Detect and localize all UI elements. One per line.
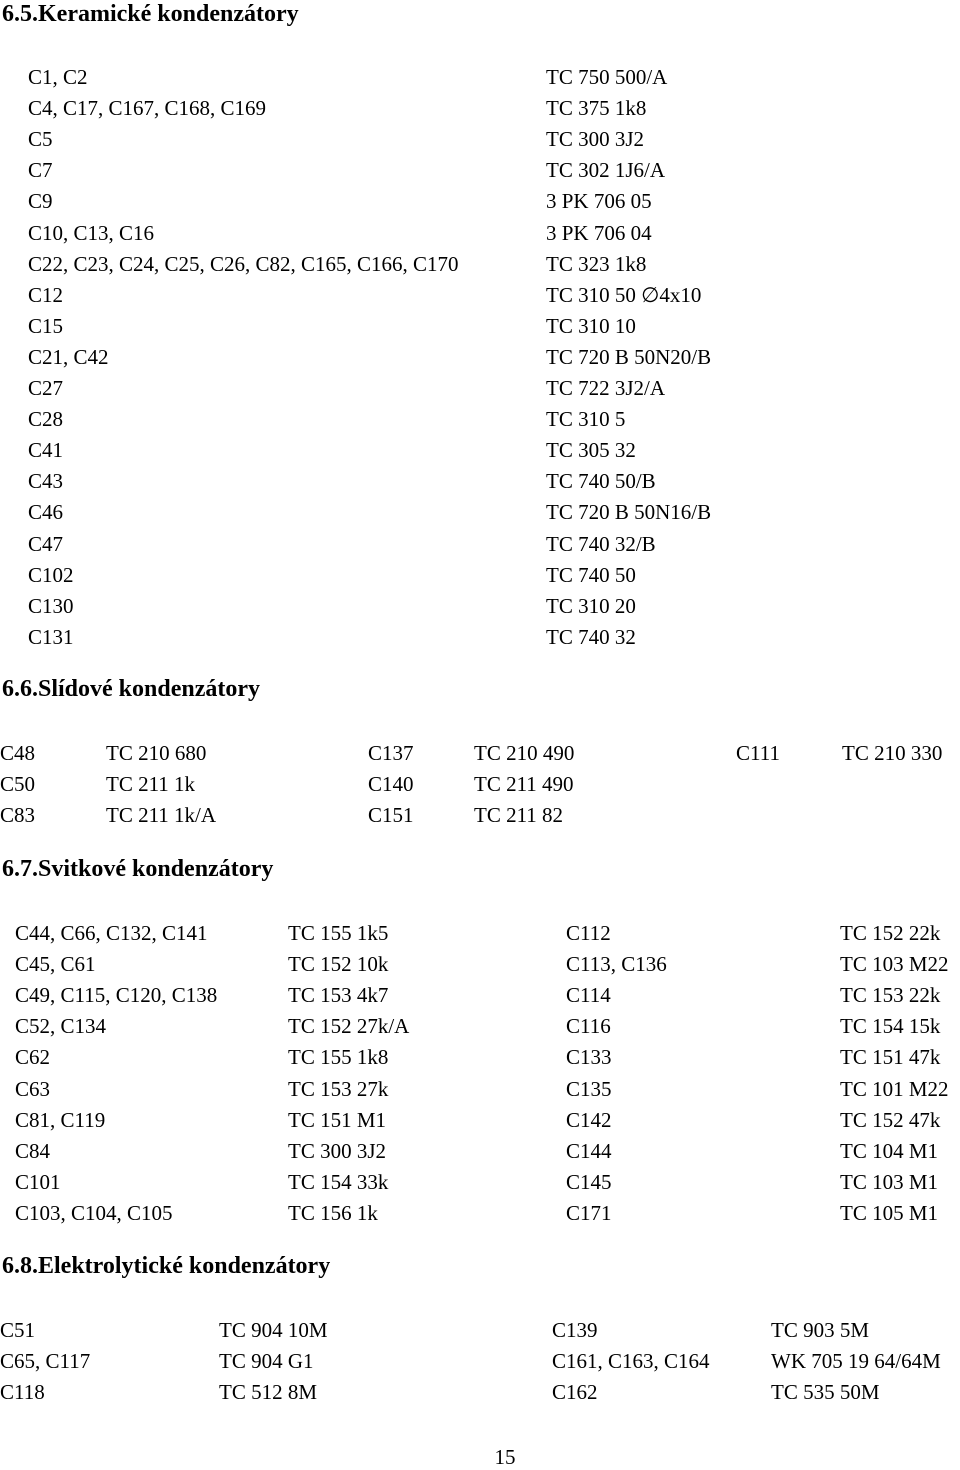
part-number: 3 PK 706 04 [546,221,652,245]
part-number: TC 722 3J2/A [546,376,666,400]
part-number: TC 211 82 [474,803,564,827]
part-number: TC 155 1k8 [288,1045,389,1069]
component-ref: C161, C163, C164 [552,1349,710,1373]
part-number: TC 156 1k [288,1201,378,1225]
component-ref: C4, C17, C167, C168, C169 [28,96,267,120]
component-ref: C22, C23, C24, C25, C26, C82, C165, C166, C170 [28,252,459,276]
component-ref: C135 [566,1077,612,1101]
part-number: TC 151 M1 [288,1108,387,1132]
part-number: TC 210 490 [474,741,575,765]
part-number: TC 903 5M [771,1318,870,1342]
component-ref: C5 [28,127,53,151]
component-ref: C7 [28,158,53,182]
component-ref: C113, C136 [566,952,667,976]
part-number: TC 211 490 [474,772,574,796]
part-number: TC 104 M1 [840,1139,939,1163]
part-number: TC 740 50/B [546,469,656,493]
part-number: TC 152 22k [840,921,941,945]
component-ref: C43 [28,469,64,493]
part-number: TC 103 M22 [840,952,949,976]
part-number: TC 211 1k [106,772,196,796]
component-ref: C114 [566,983,611,1007]
part-number: TC 300 3J2 [288,1139,387,1163]
part-number: TC 904 G1 [219,1349,314,1373]
component-ref: C48 [0,741,36,765]
component-ref: C46 [28,500,64,524]
component-ref: C50 [0,772,36,796]
component-ref: C133 [566,1045,612,1069]
part-number: TC 310 10 [546,314,636,338]
part-number: TC 305 32 [546,438,636,462]
component-ref: C47 [28,532,64,556]
component-ref: C51 [0,1318,36,1342]
component-ref: C111 [736,741,780,765]
part-number: TC 323 1k8 [546,252,647,276]
part-number: TC 101 M22 [840,1077,949,1101]
component-ref: C41 [28,438,64,462]
component-ref: C81, C119 [15,1108,106,1132]
component-ref: C52, C134 [15,1014,107,1038]
part-number: TC 310 50 ∅4x10 [546,283,702,307]
page-number: 15 [494,1445,516,1469]
electrolytic-heading: 6.8.Elektrolytické kondenzátory [2,1253,331,1279]
part-number: TC 904 10M [219,1318,328,1342]
part-number: TC 740 32 [546,625,636,649]
component-ref: C144 [566,1139,612,1163]
part-number: TC 152 27k/A [288,1014,410,1038]
part-number: TC 750 500/A [546,65,668,89]
component-ref: C65, C117 [0,1349,91,1373]
mica-heading: 6.6.Slídové kondenzátory [2,676,261,702]
part-number: TC 154 33k [288,1170,389,1194]
part-number: TC 151 47k [840,1045,941,1069]
part-number: TC 300 3J2 [546,127,645,151]
component-ref: C84 [15,1139,51,1163]
component-ref: C28 [28,407,64,431]
part-number: TC 152 47k [840,1108,941,1132]
component-ref: C12 [28,283,64,307]
part-number: TC 103 M1 [840,1170,939,1194]
component-ref: C103, C104, C105 [15,1201,173,1225]
part-number: TC 210 330 [842,741,943,765]
component-ref: C63 [15,1077,51,1101]
part-number: TC 154 15k [840,1014,941,1038]
component-ref: C140 [368,772,414,796]
component-ref: C45, C61 [15,952,96,976]
component-ref: C83 [0,803,36,827]
component-ref: C102 [28,563,74,587]
component-ref: C130 [28,594,74,618]
part-number: TC 153 4k7 [288,983,389,1007]
component-ref: C139 [552,1318,598,1342]
component-ref: C137 [368,741,414,765]
part-number: TC 211 1k/A [106,803,217,827]
part-number: TC 535 50M [771,1380,880,1404]
part-number: TC 375 1k8 [546,96,647,120]
part-number: TC 740 50 [546,563,636,587]
part-number: TC 152 10k [288,952,389,976]
part-number: TC 720 B 50N16/B [546,500,712,524]
component-ref: C112 [566,921,611,945]
part-number: 3 PK 706 05 [546,189,652,213]
component-ref: C44, C66, C132, C141 [15,921,208,945]
part-number: TC 720 B 50N20/B [546,345,712,369]
component-ref: C27 [28,376,64,400]
component-ref: C171 [566,1201,612,1225]
component-ref: C131 [28,625,74,649]
film-heading: 6.7.Svitkové kondenzátory [2,856,274,882]
part-number: TC 302 1J6/A [546,158,666,182]
part-number: WK 705 19 64/64M [771,1349,941,1373]
component-ref: C1, C2 [28,65,88,89]
component-ref: C62 [15,1045,51,1069]
part-number: TC 153 27k [288,1077,389,1101]
component-ref: C151 [368,803,414,827]
component-ref: C162 [552,1380,598,1404]
part-number: TC 310 5 [546,407,626,431]
part-number: TC 105 M1 [840,1201,939,1225]
component-ref: C116 [566,1014,611,1038]
component-ref: C142 [566,1108,612,1132]
component-ref: C10, C13, C16 [28,221,155,245]
part-number: TC 153 22k [840,983,941,1007]
component-ref: C15 [28,314,64,338]
part-number: TC 310 20 [546,594,636,618]
component-ref: C49, C115, C120, C138 [15,983,218,1007]
ceramic-heading: 6.5.Keramické kondenzátory [2,1,299,27]
part-number: TC 155 1k5 [288,921,389,945]
part-number: TC 740 32/B [546,532,656,556]
part-number: TC 512 8M [219,1380,318,1404]
component-ref: C145 [566,1170,612,1194]
part-number: TC 210 680 [106,741,207,765]
component-ref: C118 [0,1380,45,1404]
component-ref: C101 [15,1170,61,1194]
component-ref: C9 [28,189,53,213]
component-ref: C21, C42 [28,345,109,369]
